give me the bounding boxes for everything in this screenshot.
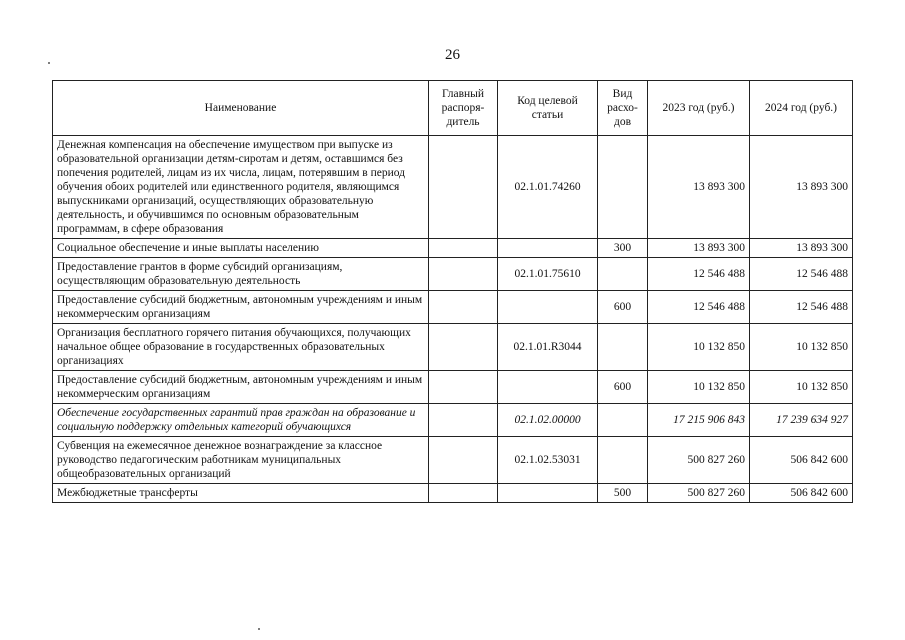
table-row — [53, 258, 853, 291]
row-admin — [429, 258, 498, 291]
row-name: Предоставление грантов в форме субсидий организациям, осуществляющим образовательную деятельность — [53, 258, 429, 291]
row-admin — [429, 291, 498, 324]
header-type: Вид расхо-дов — [598, 81, 648, 136]
row-2024: 10 132 850 — [750, 371, 853, 404]
row-2023: 10 132 850 — [648, 371, 750, 404]
row-code — [498, 239, 598, 258]
page-number: 26 — [445, 47, 460, 63]
row-2024: 13 893 300 — [750, 239, 853, 258]
header-admin: Главный распоря-дитель — [429, 81, 498, 136]
row-type: 600 — [598, 291, 648, 324]
row-type — [598, 324, 648, 371]
header-name: Наименование — [53, 81, 429, 136]
row-name: Предоставление субсидий бюджетным, автономным учреждениям и иным некоммерческим организациям — [53, 371, 429, 404]
row-2023: 10 132 850 — [648, 324, 750, 371]
row-name: Предоставление субсидий бюджетным, автономным учреждениям и иным некоммерческим организациям — [53, 291, 429, 324]
row-admin — [429, 437, 498, 484]
row-2024: 13 893 300 — [750, 136, 853, 239]
row-admin — [429, 324, 498, 371]
scan-speck — [258, 628, 260, 630]
budget-table — [52, 80, 853, 503]
row-type — [598, 258, 648, 291]
row-code: 02.1.02.53031 — [498, 437, 598, 484]
row-name: Межбюджетные трансферты — [53, 484, 429, 503]
table-row — [53, 404, 853, 437]
table-row — [53, 437, 853, 484]
row-admin — [429, 371, 498, 404]
row-code: 02.1.01.74260 — [498, 136, 598, 239]
row-name: Обеспечение государственных гарантий прав граждан на образование и социальную поддержку отдельных категорий обучающихся — [53, 404, 429, 437]
table-row — [53, 324, 853, 371]
row-type: 600 — [598, 371, 648, 404]
row-code — [498, 371, 598, 404]
row-2023: 17 215 906 843 — [648, 404, 750, 437]
row-type: 500 — [598, 484, 648, 503]
row-2024: 10 132 850 — [750, 324, 853, 371]
row-admin — [429, 484, 498, 503]
row-2024: 12 546 488 — [750, 258, 853, 291]
row-admin — [429, 239, 498, 258]
row-code: 02.1.01.75610 — [498, 258, 598, 291]
row-2024: 506 842 600 — [750, 437, 853, 484]
row-2023: 13 893 300 — [648, 239, 750, 258]
row-name: Денежная компенсация на обеспечение имуществом при выпуске из образовательной организации детям-сиротам и детям, оставшимся без попечения родителей, лицам из их числа, лицам, потерявшим в период обучения обоих родителей или единственного родителя, являющимся выпускниками организаций, осуществляющих образовательную деятельность, и обучившимся по основным образовательным программам, в сфере образования — [53, 136, 429, 239]
table-header-row — [53, 81, 853, 136]
row-admin — [429, 404, 498, 437]
row-2023: 500 827 260 — [648, 484, 750, 503]
row-name: Социальное обеспечение и иные выплаты населению — [53, 239, 429, 258]
row-admin — [429, 136, 498, 239]
row-2023: 12 546 488 — [648, 258, 750, 291]
row-type — [598, 404, 648, 437]
row-2023: 12 546 488 — [648, 291, 750, 324]
table-row — [53, 136, 853, 239]
row-type — [598, 136, 648, 239]
row-name: Субвенция на ежемесячное денежное вознаграждение за классное руководство педагогическим работникам муниципальных общеобразовательных организаций — [53, 437, 429, 484]
row-2024: 12 546 488 — [750, 291, 853, 324]
row-2023: 500 827 260 — [648, 437, 750, 484]
row-type: 300 — [598, 239, 648, 258]
scan-speck — [48, 62, 50, 64]
row-code — [498, 291, 598, 324]
row-code — [498, 484, 598, 503]
row-type — [598, 437, 648, 484]
row-2024: 506 842 600 — [750, 484, 853, 503]
header-year-2023: 2023 год (руб.) — [648, 81, 750, 136]
table-row — [53, 371, 853, 404]
header-code: Код целевой статьи — [498, 81, 598, 136]
row-name: Организация бесплатного горячего питания обучающихся, получающих начальное общее образование в государственных образовательных организациях — [53, 324, 429, 371]
table-row — [53, 291, 853, 324]
header-year-2024: 2024 год (руб.) — [750, 81, 853, 136]
row-code: 02.1.01.R3044 — [498, 324, 598, 371]
row-code: 02.1.02.00000 — [498, 404, 598, 437]
table-row — [53, 484, 853, 503]
row-2023: 13 893 300 — [648, 136, 750, 239]
table-row — [53, 239, 853, 258]
row-2024: 17 239 634 927 — [750, 404, 853, 437]
